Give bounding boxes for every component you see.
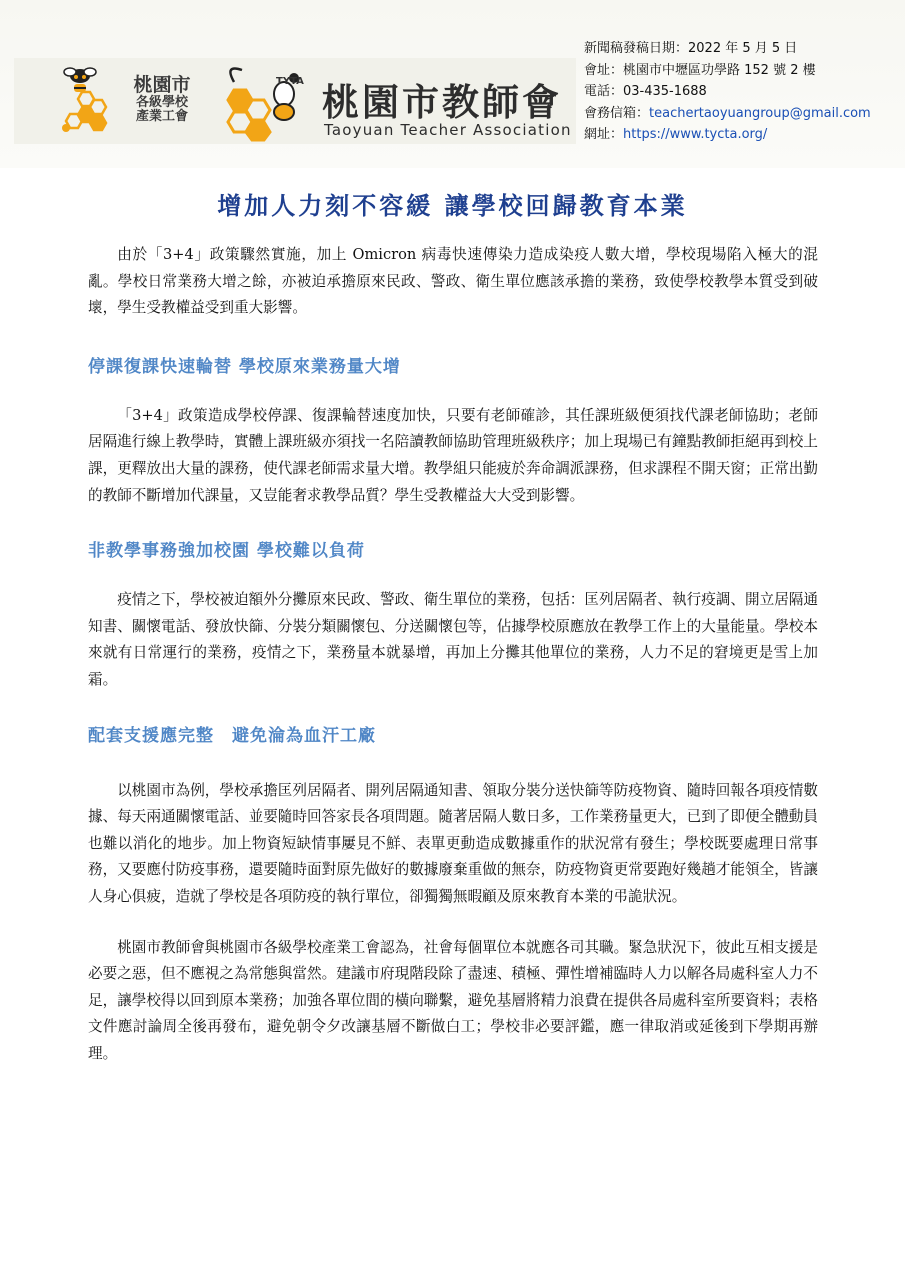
section2-paragraph: 疫情之下，學校被迫額外分攤原來民政、警政、衛生單位的業務，包括：匡列居隔者、執行疫調、開立居隔通知書、關懷電話、發放快篩、分裝分類關懷包、分送關懷包等，佔據學校原應放在教學工作上的大量能量。學校本來就有日常運行的業務，疫情之下，業務量本就暴增，再加上分攤其他單位的業務，人力不足的窘境更是雪上加霜。	[88, 591, 818, 688]
tyta-bee-logo	[194, 60, 320, 142]
website-label: 網址：	[584, 127, 624, 142]
header-band	[0, 0, 905, 168]
contact-block	[584, 38, 871, 146]
phone: 電話：03-435-1688	[584, 84, 707, 99]
email-link[interactable]: teachertaoyuangroup@gmail.com	[649, 105, 871, 121]
tyiu-bee-logo	[18, 62, 130, 142]
website-link[interactable]: https://www.tycta.org/	[623, 127, 768, 142]
address: 會址：桃園市中壢區功學路 152 號 2 樓	[584, 62, 816, 78]
logo-panel	[14, 58, 576, 144]
article-title: 增加人力刻不容緩 讓學校回歸教育本業	[217, 191, 688, 220]
section1-paragraph: 「3+4」政策造成學校停課、復課輪替速度加快，只要有老師確診，其任課班級便須找代課老師協助；老師居隔進行線上教學時，實體上課班級亦須找一名陪讀教師協助管理班級秩序；加上現場已有鐘點教師拒絕再到校上課，更釋放出大量的課務，使代課老師需求量大增。教學組只能疲於奔命調派課務，但求課程不開天窗；正常出勤的教師不斷增加代課量，又豈能奢求教學品質？學生受教權益大大受到影響。	[88, 406, 818, 504]
website-line	[584, 124, 871, 146]
tyiu-name-line1: 桃園市	[133, 74, 191, 96]
section3-paragraph2: 桃園市教師會與桃園市各級學校產業工會認為，社會每個單位本就應各司其職。緊急狀況下，彼此互相支援是必要之惡，但不應視之為常態與當然。建議市府現階段除了盡速、積極、彈性增補臨時人力以解各局處科室人力不足，讓學校得以回到原本業務；加強各單位間的橫向聯繫，避免基層將精力浪費在提供各局處科室所要資料；表格文件應討論周全後再發布，避免朝令夕改讓基層不斷做白工；學校非必要評鑑，應一律取消或延後到下學期再辦理。	[88, 938, 818, 1062]
tyta-code: TYTA	[276, 76, 304, 87]
intro-paragraph: 由於「3+4」政策驟然實施，加上 Omicron 病毒快速傳染力造成染疫人數大增，學校現場陷入極大的混亂。學校日常業務大增之餘，亦被迫承擔原來民政、警政、衛生單位應該承擔的業務，致使學校教學本質受到破壞，學生受教權益受到重大影響。	[88, 246, 818, 317]
section1-heading: 停課復課快速輪替 學校原來業務量大增	[88, 356, 401, 377]
article-body	[88, 242, 818, 1067]
release-date: 新聞稿發稿日期：2022 年 5 月 5 日	[584, 41, 798, 56]
tyiu-name-line3: 產業工會	[135, 108, 188, 124]
org-title-en: Taoyuan Teacher Association	[324, 121, 572, 139]
section3-paragraph1: 以桃園市為例，學校承擔匡列居隔者、開列居隔通知書、領取分裝分送快篩等防疫物資、隨時回報各項疫情數據、每天兩通關懷電話、並要隨時回答家長各項問題。隨著居隔人數日多，工作業務量更大，已到了即便全體動員也難以消化的地步。加上物資短缺情事屢見不鮮、表單更動造成數據重作的狀況常有發生；學校既要處理日常事務，又要應付防疫事務，還要隨時面對原先做好的數據廢棄重做的無奈，防疫物資更常要跑好幾趟才能領全，皆讓人身心俱疲，造就了學校是各項防疫的執行單位，卻獨獨無暇顧及原來教育本業的弔詭狀況。	[88, 781, 818, 905]
org-title: 桃園市教師會	[322, 81, 562, 124]
tyiu-name-line2: 各級學校	[135, 94, 188, 110]
email-label: 會務信箱：	[584, 105, 650, 121]
section3-heading: 配套支援應完整 避免淪為血汗工廠	[88, 725, 376, 746]
section2-heading: 非教學事務強加校園 學校難以負荷	[88, 541, 365, 562]
email-line	[584, 103, 871, 125]
tyiu-union-name	[122, 76, 202, 123]
